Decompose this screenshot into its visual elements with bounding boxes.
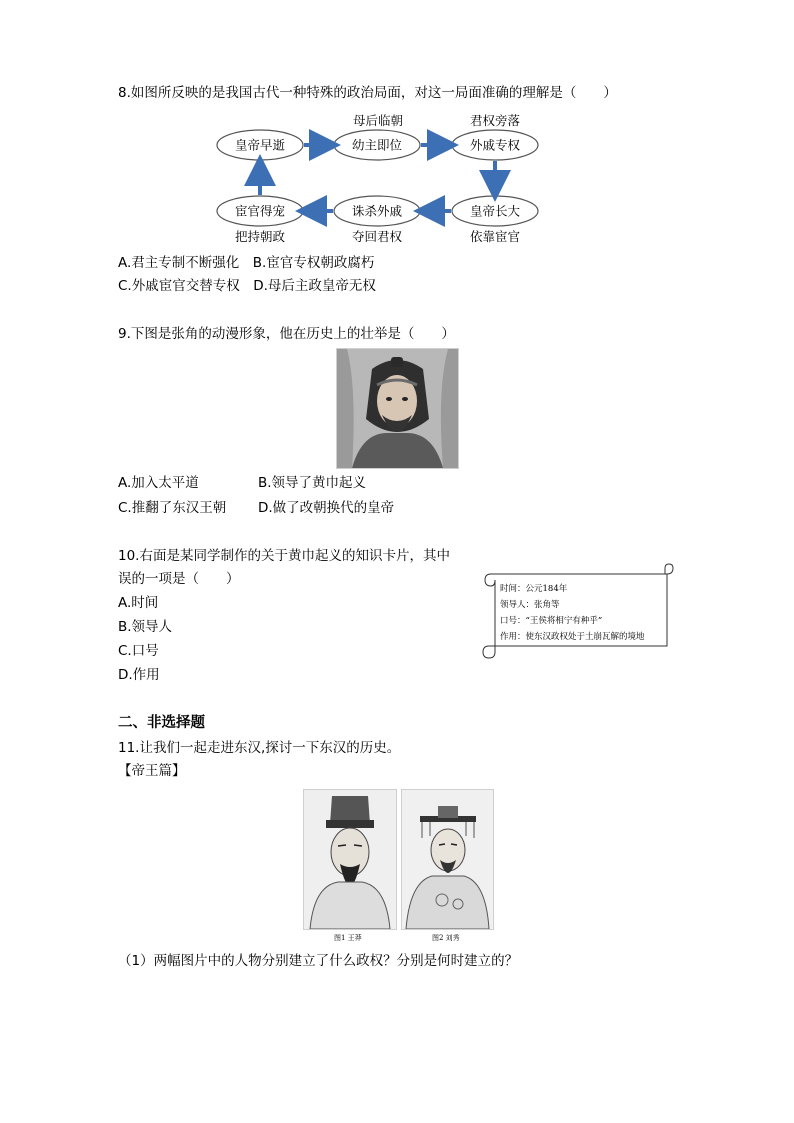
q9-option-a: A.加入太平道 bbox=[118, 475, 199, 491]
node-kill-consort-clan: 诛杀外戚 bbox=[351, 203, 403, 219]
wang-mang-figure-icon bbox=[304, 790, 396, 929]
q9-option-c: C.推翻了东汉王朝 bbox=[118, 500, 227, 516]
label-power-shift: 君权旁落 bbox=[469, 113, 521, 128]
caption-figure1: 图1 王莽 bbox=[334, 934, 362, 942]
q11-stem: 11.让我们一起走进东汉,探讨一下东汉的历史。 bbox=[118, 740, 401, 756]
wang-mang-portrait bbox=[303, 789, 397, 930]
node-consort-clan-power: 外戚专权 bbox=[469, 137, 521, 153]
label-mother-regency: 母后临朝 bbox=[352, 113, 404, 128]
card-line-leader: 领导人：张角等 bbox=[500, 600, 560, 610]
label-regain-power: 夺回君权 bbox=[351, 229, 403, 244]
card-line-time: 时间：公元184年 bbox=[500, 584, 568, 594]
q8-options-cd: C.外戚宦官交替专权 D.母后主政皇帝无权 bbox=[118, 278, 376, 294]
q10-option-a: A.时间 bbox=[118, 595, 159, 611]
card-line-slogan: 口号：“王侯将相宁有种乎” bbox=[500, 616, 603, 626]
zhang-jiao-figure-icon bbox=[337, 349, 458, 468]
liu-xiu-portrait bbox=[401, 789, 494, 930]
section2-title: 二、非选择题 bbox=[118, 715, 205, 731]
caption-figure2: 图2 刘秀 bbox=[432, 934, 460, 942]
liu-xiu-figure-icon bbox=[402, 790, 493, 929]
q10-stem-line1: 10.右面是某同学制作的关于黄巾起义的知识卡片，其中 bbox=[118, 548, 450, 564]
q9-option-b: B.领导了黄巾起义 bbox=[258, 475, 367, 491]
q10-option-c: C.口号 bbox=[118, 643, 159, 659]
q8-options-ab: A.君主专制不断强化 B.宦官专权朝政腐朽 bbox=[118, 255, 375, 271]
knowledge-card-scroll bbox=[481, 562, 677, 662]
label-rely-eunuchs: 依靠宦官 bbox=[469, 229, 521, 244]
q9-stem: 9.下图是张角的动漫形象，他在历史上的壮举是（ ） bbox=[118, 326, 455, 342]
q8-cycle-diagram bbox=[205, 110, 555, 250]
card-line-effect: 作用：使东汉政权处于土崩瓦解的境地 bbox=[500, 632, 645, 642]
node-emperor-dies-early: 皇帝早逝 bbox=[234, 137, 286, 153]
q11-subheading: 【帝王篇】 bbox=[118, 763, 186, 779]
label-control-court: 把持朝政 bbox=[234, 229, 286, 244]
q8-stem: 8.如图所反映的是我国古代一种特殊的政治局面，对这一局面准确的理解是（ ） bbox=[118, 85, 617, 101]
q10-stem-line2: 误的一项是（ ） bbox=[118, 571, 240, 587]
node-child-enthroned: 幼主即位 bbox=[351, 137, 403, 153]
zhang-jiao-portrait bbox=[336, 348, 459, 469]
q10-option-b: B.领导人 bbox=[118, 619, 173, 635]
q10-option-d: D.作用 bbox=[118, 667, 160, 683]
node-eunuch-favored: 宦官得宠 bbox=[234, 203, 286, 219]
q11-part1: （1）两幅图片中的人物分别建立了什么政权？分别是何时建立的？ bbox=[118, 953, 519, 969]
node-emperor-grows-up: 皇帝长大 bbox=[469, 203, 521, 219]
q9-option-d: D.做了改朝换代的皇帝 bbox=[258, 500, 395, 516]
